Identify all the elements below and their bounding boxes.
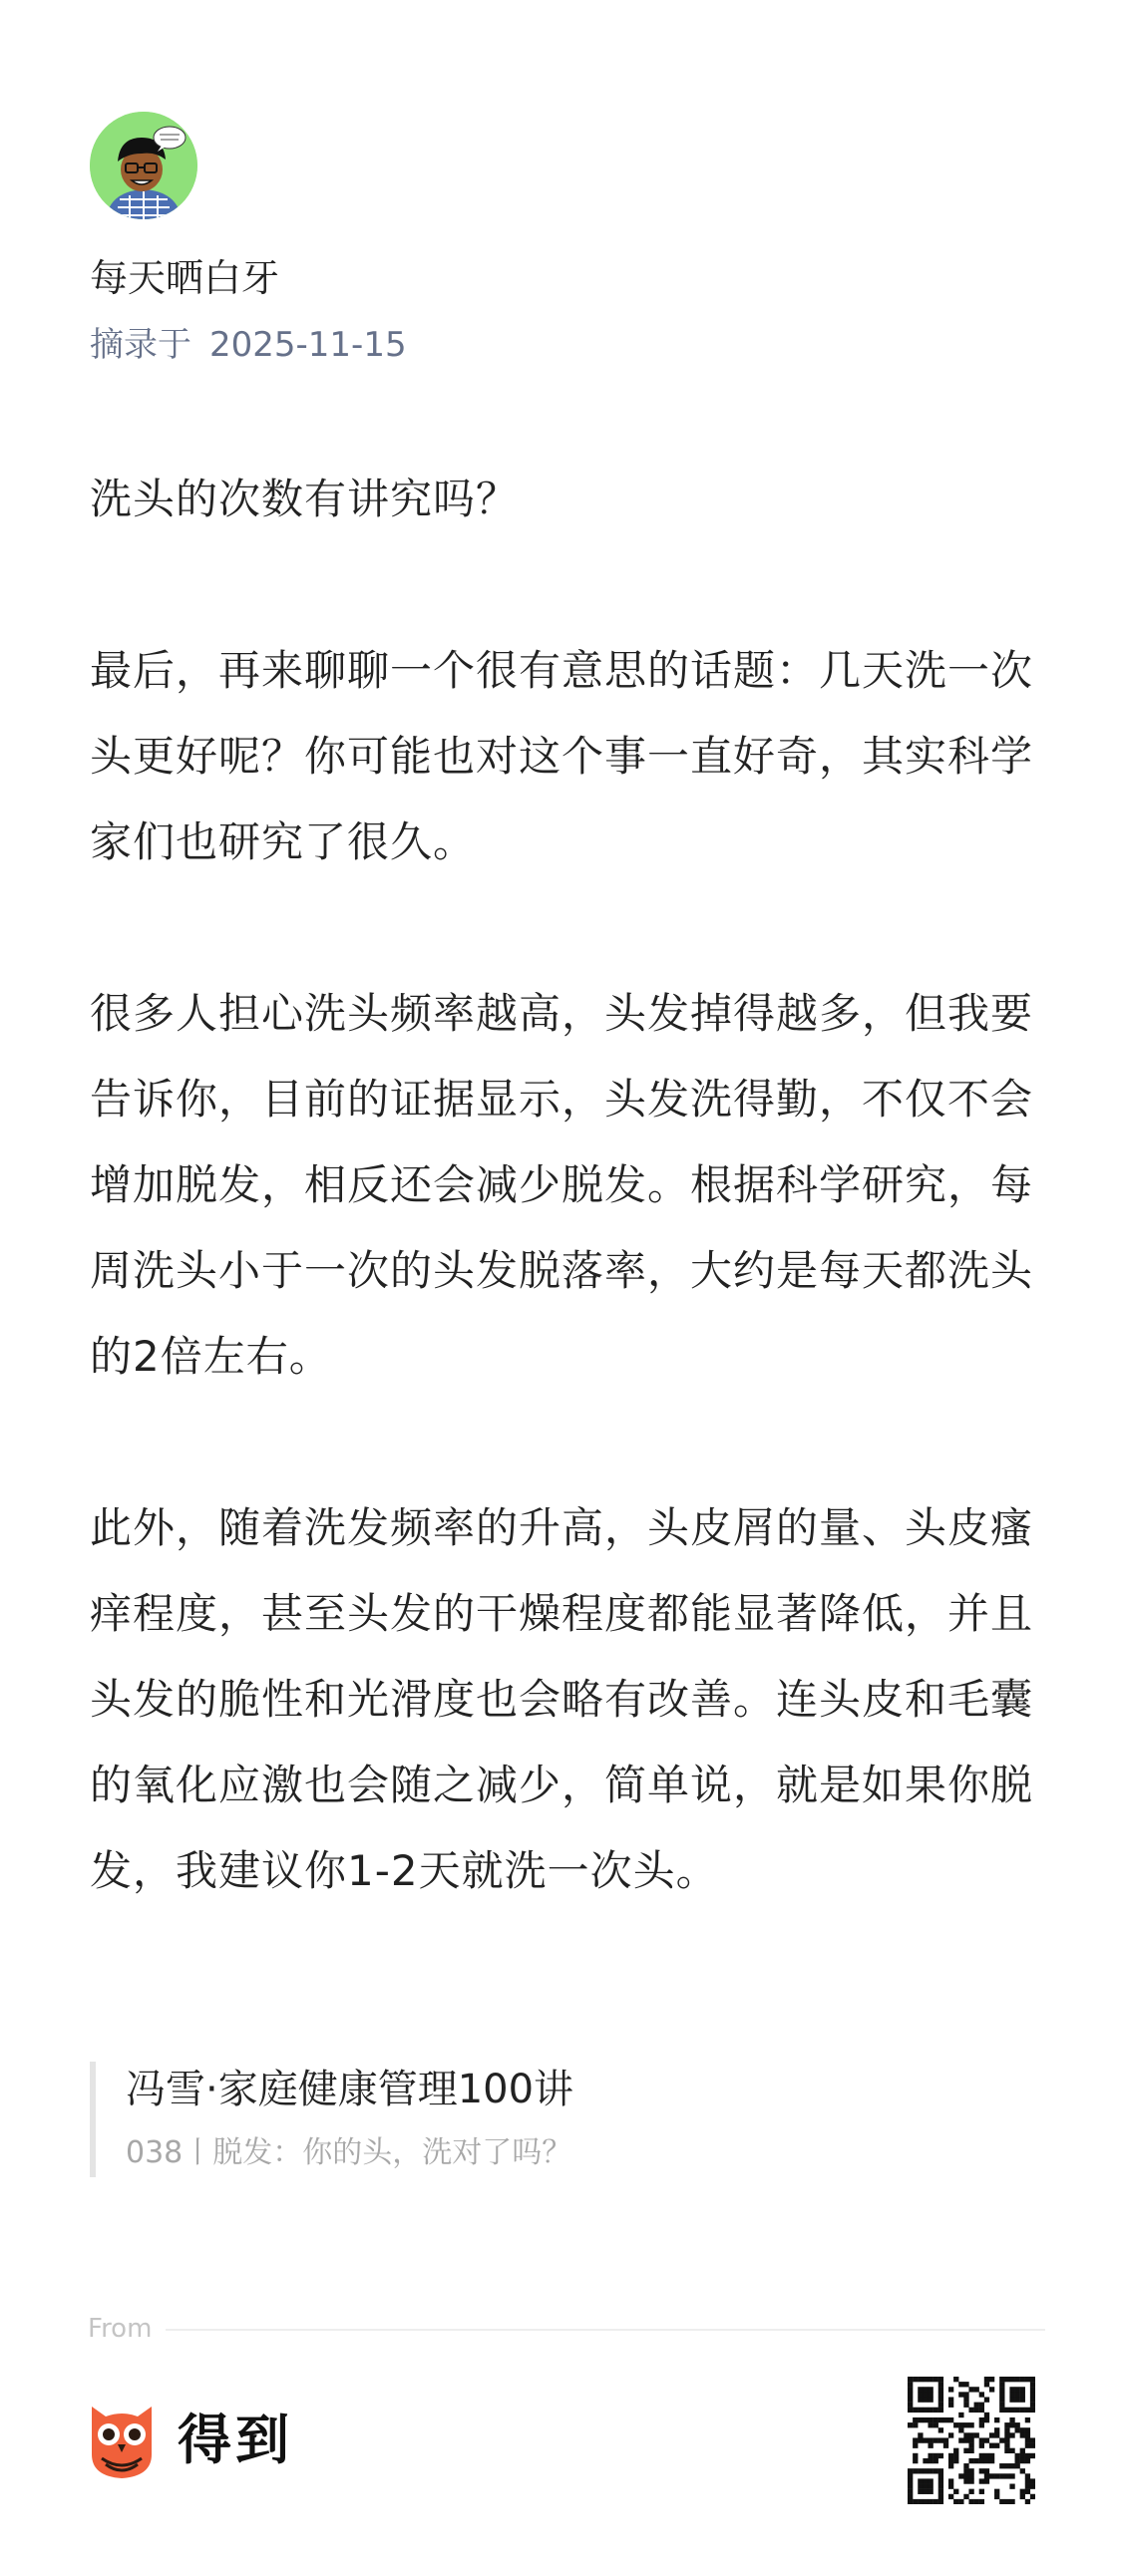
- from-label: From: [88, 2314, 153, 2344]
- excerpt-meta: [90, 322, 407, 368]
- author-name[interactable]: 每天晒白牙: [90, 256, 280, 300]
- article-heading: 洗头的次数有讲究吗？: [90, 475, 520, 523]
- source-course-title: 冯雪·家庭健康管理100讲: [126, 2067, 574, 2112]
- source-lesson-title: 038丨脱发：你的头，洗对了吗？: [126, 2135, 572, 2170]
- dedao-owl-logo-icon: [88, 2403, 156, 2480]
- excerpt-date: 2025-11-15: [209, 325, 407, 365]
- article-paragraph: 最后，再来聊聊一个很有意思的话题：几天洗一次头更好呢？你可能也对这个事一直好奇，其实科学家们也研究了很久。: [90, 646, 1034, 866]
- from-divider: [88, 2309, 1045, 2349]
- excerpt-label: 摘录于: [90, 325, 191, 365]
- author-avatar[interactable]: [90, 112, 197, 219]
- article-paragraph: 很多人担心洗头频率越高，头发掉得越多，但我要告诉你，目前的证据显示，头发洗得勤，不仅不会增加脱发，相反还会减少脱发。根据科学研究，每周洗头小于一次的头发脱落率，大约是每天都洗头的2倍左右。: [90, 989, 1034, 1381]
- brand-name: 得到: [178, 2409, 293, 2471]
- article-body: [90, 457, 1047, 2000]
- qr-code-icon[interactable]: [908, 2377, 1035, 2504]
- source-quote[interactable]: [90, 2062, 573, 2177]
- cartoon-avatar-icon: [90, 112, 197, 219]
- divider-line: [166, 2329, 1045, 2331]
- article-paragraph: 此外，随着洗发频率的升高，头皮屑的量、头皮瘙痒程度，甚至头发的干燥程度都能显著降低，并且头发的脆性和光滑度也会略有改善。连头皮和毛囊的氧化应激也会随之减少，简单说，就是如果你脱发，我建议你1-2天就洗一次头。: [90, 1503, 1034, 1895]
